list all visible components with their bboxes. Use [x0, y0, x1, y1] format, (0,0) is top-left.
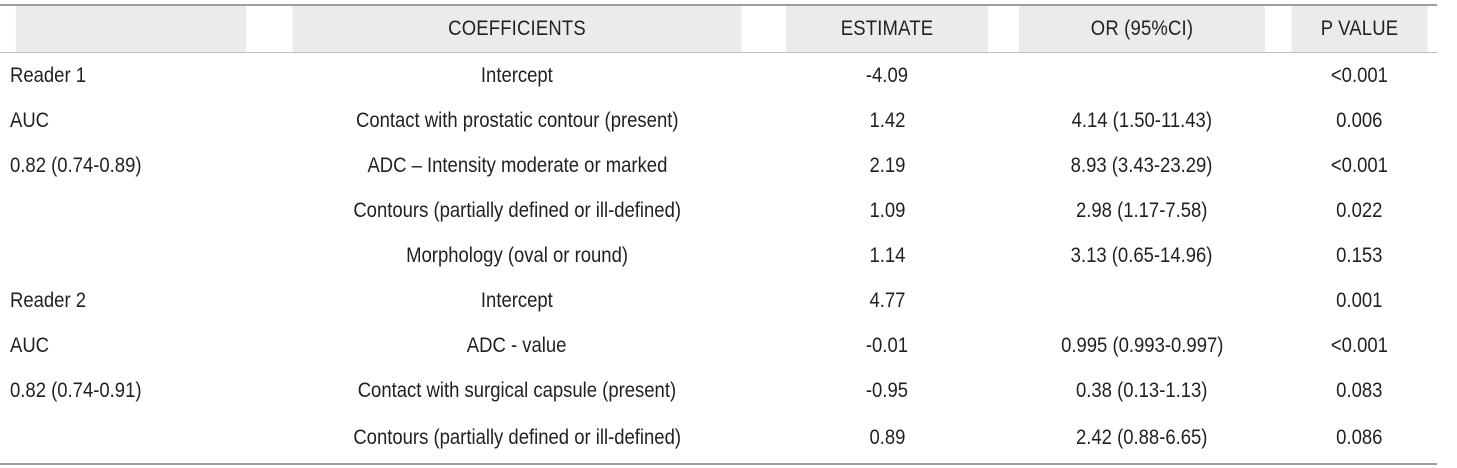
- cell-coefficient: [262, 278, 772, 323]
- cell-coefficient: [262, 98, 772, 143]
- cell-reader-info: [0, 233, 262, 278]
- cell-estimate: [772, 188, 1002, 233]
- cell-text: <0.001: [1330, 333, 1389, 357]
- cell-estimate: [772, 98, 1002, 143]
- cell-text: 0.001: [1336, 288, 1383, 312]
- cell-estimate: [772, 323, 1002, 368]
- cell-text: AUC: [10, 333, 50, 357]
- cell-p-value: [1282, 233, 1437, 278]
- cell-text: 0.006: [1336, 108, 1383, 132]
- cell-text: 0.153: [1336, 243, 1383, 267]
- cell-or-ci: [1002, 323, 1282, 368]
- cell-or-ci: [1002, 188, 1282, 233]
- cell-reader-info: [0, 278, 262, 323]
- cell-text: 4.77: [869, 288, 905, 312]
- cell-text: Morphology (oval or round): [406, 243, 628, 267]
- cell-text: Reader 1: [10, 63, 87, 87]
- cell-text: Contact with surgical capsule (present): [357, 378, 677, 402]
- cell-text: 0.38 (0.13-1.13): [1076, 378, 1208, 402]
- cell-estimate: [772, 233, 1002, 278]
- header-row: [0, 5, 1437, 53]
- cell-p-value: [1282, 368, 1437, 413]
- cell-or-ci: [1002, 53, 1282, 99]
- table-row: [0, 143, 1437, 188]
- cell-coefficient: [262, 323, 772, 368]
- header-cell-estimate: ESTIMATE: [786, 5, 988, 53]
- table-body: [0, 53, 1437, 465]
- cell-text: 0.82 (0.74-0.91): [10, 378, 142, 402]
- header-cell-or-ci: OR (95%CI): [1019, 5, 1265, 53]
- cell-or-ci: [1002, 368, 1282, 413]
- cell-text: ADC – Intensity moderate or marked: [367, 153, 667, 177]
- cell-text: 8.93 (3.43-23.29): [1071, 153, 1213, 177]
- cell-p-value: [1282, 278, 1437, 323]
- table-row: [0, 368, 1437, 413]
- cell-estimate: [772, 53, 1002, 99]
- cell-text: 0.995 (0.993-0.997): [1060, 333, 1224, 357]
- cell-coefficient: [262, 233, 772, 278]
- cell-p-value: [1282, 98, 1437, 143]
- cell-or-ci: [1002, 278, 1282, 323]
- cell-reader-info: [0, 53, 262, 99]
- cell-text: 1.09: [869, 198, 905, 222]
- cell-text: 0.086: [1336, 426, 1383, 449]
- cell-text: Contours (partially defined or ill-defined): [353, 198, 681, 222]
- regression-table: [0, 4, 1437, 465]
- table-row: [0, 98, 1437, 143]
- cell-p-value: [1282, 53, 1437, 99]
- cell-text: 3.13 (0.65-14.96): [1071, 243, 1213, 267]
- cell-text: <0.001: [1330, 63, 1389, 87]
- table-row: [0, 413, 1437, 464]
- cell-text: 2.98 (1.17-7.58): [1076, 198, 1208, 222]
- cell-estimate: [772, 143, 1002, 188]
- cell-estimate: [772, 413, 1002, 464]
- table-row: [0, 233, 1437, 278]
- cell-text: 1.42: [869, 108, 905, 132]
- cell-text: -0.01: [865, 333, 909, 357]
- cell-text: <0.001: [1330, 153, 1389, 177]
- cell-text: 0.083: [1336, 378, 1383, 402]
- cell-text: Intercept: [481, 63, 553, 87]
- table-row: [0, 188, 1437, 233]
- cell-or-ci: [1002, 143, 1282, 188]
- cell-coefficient: [262, 413, 772, 464]
- table-header: [0, 5, 1437, 53]
- cell-or-ci: [1002, 233, 1282, 278]
- cell-estimate: [772, 278, 1002, 323]
- cell-text: AUC: [10, 108, 50, 132]
- cell-or-ci: [1002, 413, 1282, 464]
- cell-text: Reader 2: [10, 288, 87, 312]
- cell-reader-info: [0, 368, 262, 413]
- regression-table-container: [0, 4, 1437, 465]
- cell-text: 2.42 (0.88-6.65): [1076, 426, 1208, 449]
- cell-coefficient: [262, 143, 772, 188]
- cell-p-value: [1282, 413, 1437, 464]
- cell-coefficient: [262, 188, 772, 233]
- cell-text: 1.14: [869, 243, 905, 267]
- cell-reader-info: [0, 188, 262, 233]
- cell-p-value: [1282, 323, 1437, 368]
- cell-text: Contours (partially defined or ill-defined): [353, 426, 681, 449]
- header-cell-p-value: P VALUE: [1291, 5, 1427, 53]
- table-row: [0, 278, 1437, 323]
- cell-coefficient: [262, 368, 772, 413]
- header-cell-reader: [16, 5, 247, 53]
- cell-or-ci: [1002, 98, 1282, 143]
- cell-text: Intercept: [481, 288, 553, 312]
- header-cell-coefficients: COEFFICIENTS: [293, 5, 742, 53]
- cell-text: 0.89: [869, 426, 905, 449]
- cell-reader-info: [0, 413, 262, 464]
- cell-text: -4.09: [865, 63, 909, 87]
- cell-p-value: [1282, 188, 1437, 233]
- cell-reader-info: [0, 98, 262, 143]
- table-row: [0, 53, 1437, 99]
- cell-text: Contact with prostatic contour (present): [355, 108, 679, 132]
- cell-text: 0.022: [1336, 198, 1383, 222]
- cell-text: 0.82 (0.74-0.89): [10, 153, 142, 177]
- cell-reader-info: [0, 143, 262, 188]
- cell-reader-info: [0, 323, 262, 368]
- cell-coefficient: [262, 53, 772, 99]
- cell-text: 2.19: [869, 153, 905, 177]
- table-row: [0, 323, 1437, 368]
- cell-text: -0.95: [865, 378, 909, 402]
- cell-p-value: [1282, 143, 1437, 188]
- cell-text: 4.14 (1.50-11.43): [1071, 108, 1213, 132]
- cell-text: ADC - value: [467, 333, 567, 357]
- cell-estimate: [772, 368, 1002, 413]
